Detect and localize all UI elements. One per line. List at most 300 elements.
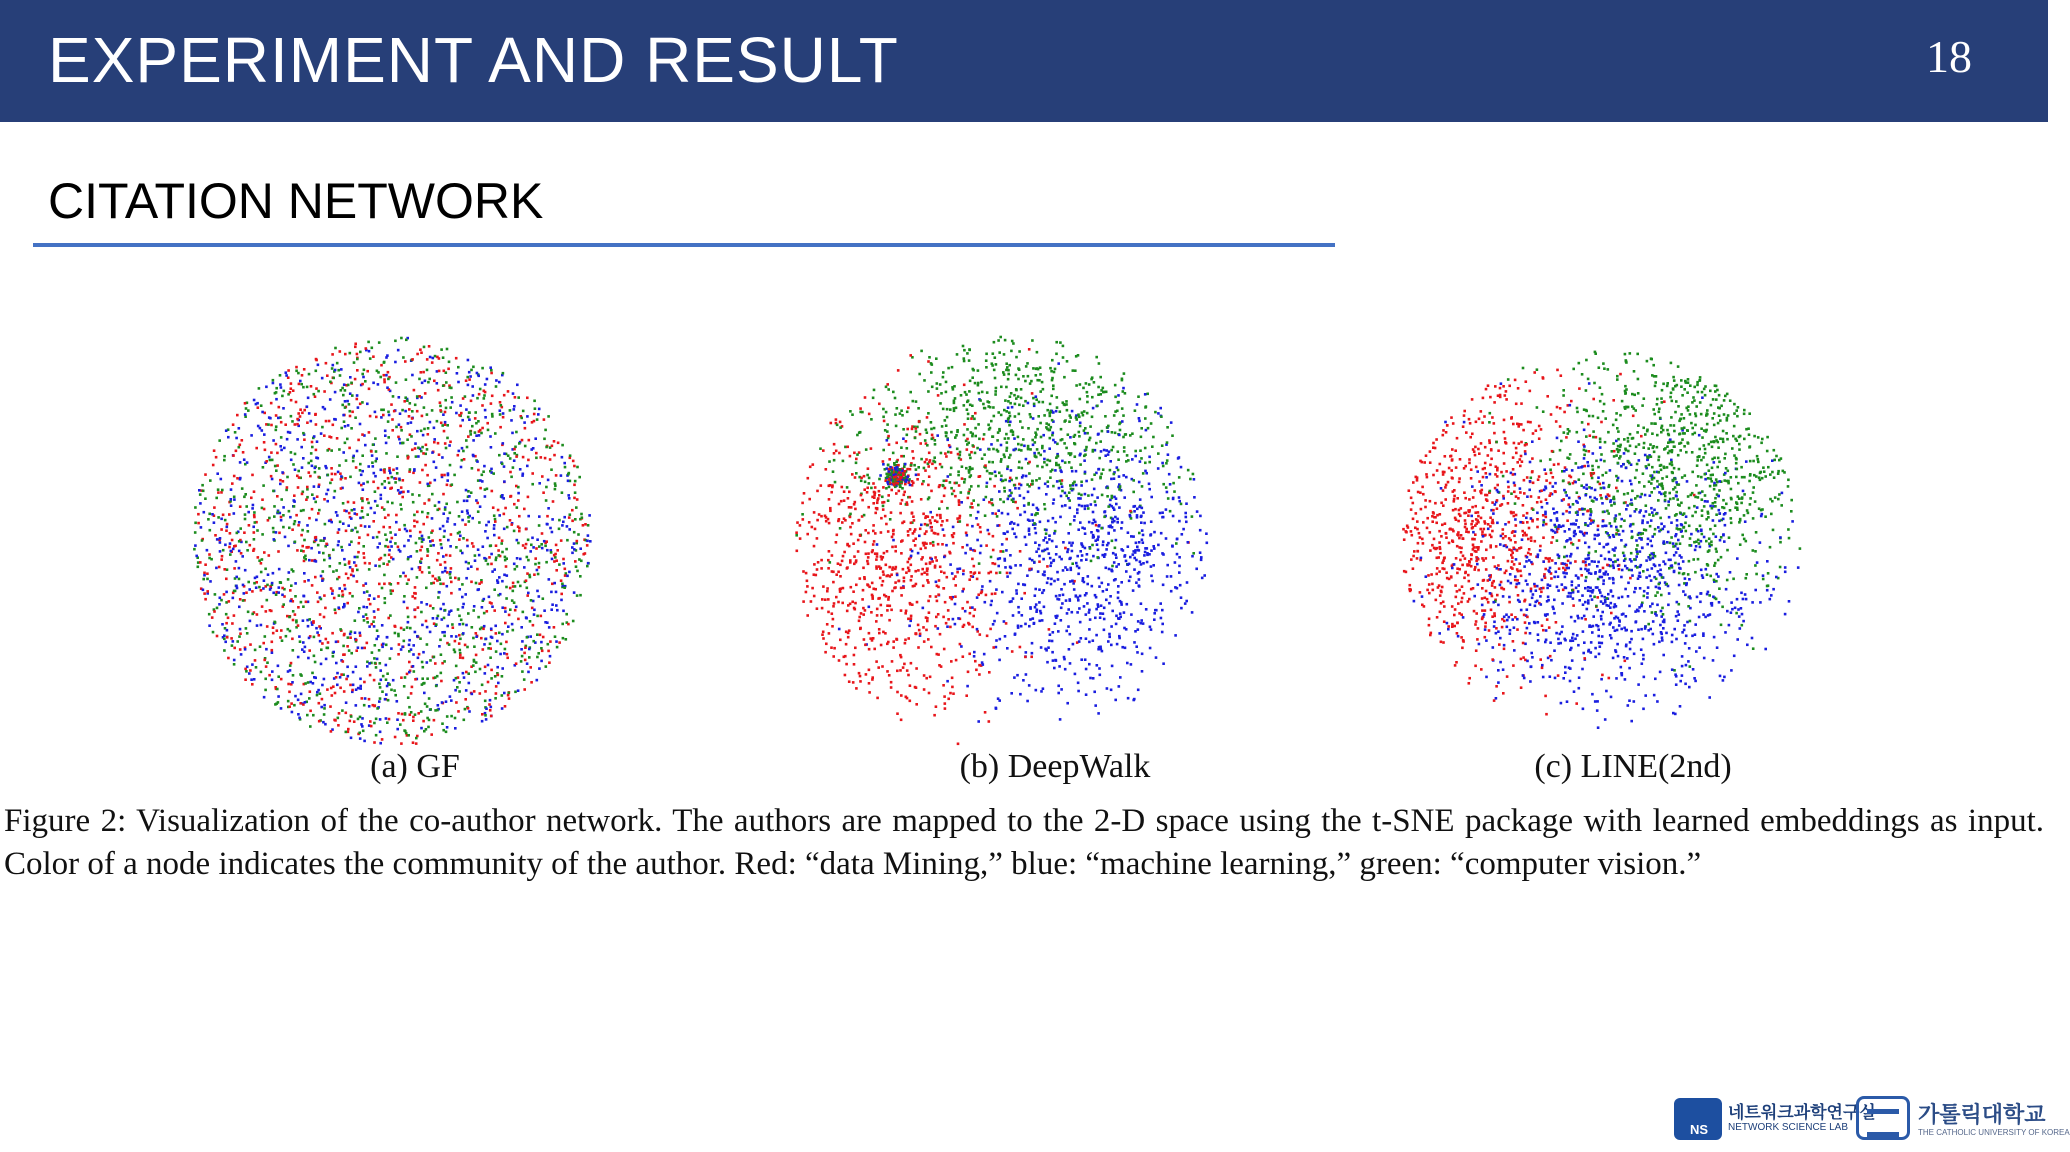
scatter-point [309, 690, 312, 693]
scatter-point [584, 523, 587, 526]
scatter-point [275, 425, 278, 428]
scatter-point [871, 549, 874, 552]
scatter-point [887, 494, 890, 497]
scatter-point [342, 414, 345, 417]
scatter-point [515, 431, 518, 434]
scatter-point [231, 622, 234, 625]
scatter-point [406, 626, 409, 629]
scatter-point [501, 694, 504, 697]
scatter-point [1123, 372, 1126, 375]
scatter-point [302, 386, 305, 389]
scatter-point [1048, 447, 1051, 450]
scatter-point [206, 572, 209, 575]
scatter-point [911, 603, 914, 606]
scatter-point [970, 575, 973, 578]
scatter-point [287, 545, 290, 548]
scatter-point [517, 689, 520, 692]
scatter-point [295, 401, 298, 404]
scatter-point [562, 637, 565, 640]
scatter-point [1017, 378, 1020, 381]
scatter-point [422, 434, 425, 437]
scatter-point [1049, 429, 1052, 432]
scatter-point [1049, 565, 1052, 568]
scatter-point [368, 662, 371, 665]
scatter-point [928, 475, 931, 478]
scatter-point [995, 639, 998, 642]
scatter-point [342, 660, 345, 663]
scatter-point [816, 568, 819, 571]
scatter-point [275, 469, 278, 472]
scatter-point [414, 597, 417, 600]
scatter-point [1018, 487, 1021, 490]
scatter-point [315, 456, 318, 459]
scatter-point [1140, 619, 1143, 622]
scatter-point [254, 659, 257, 662]
scatter-point [481, 427, 484, 430]
scatter-point [443, 660, 446, 663]
scatter-point [245, 627, 248, 630]
scatter-point [868, 648, 871, 651]
scatter-point [923, 674, 926, 677]
scatter-point [405, 378, 408, 381]
scatter-point [304, 701, 307, 704]
scatter-point [901, 469, 904, 472]
scatter-point [483, 394, 486, 397]
scatter-point [927, 465, 930, 468]
scatter-point [935, 705, 938, 708]
scatter-point [1002, 501, 1005, 504]
scatter-point [236, 414, 239, 417]
scatter-point [943, 534, 946, 537]
scatter-point [899, 486, 902, 489]
scatter-point [209, 529, 212, 532]
scatter-point [292, 619, 295, 622]
scatter-point [562, 610, 565, 613]
scatter-point [874, 512, 877, 515]
scatter-point [280, 386, 283, 389]
scatter-point [976, 447, 979, 450]
scatter-point [1150, 628, 1153, 631]
scatter-point [1080, 658, 1083, 661]
scatter-point [428, 571, 431, 574]
scatter-point [1054, 469, 1057, 472]
scatter-point [1088, 628, 1091, 631]
scatter-point [966, 544, 969, 547]
scatter-point [518, 515, 521, 518]
scatter-point [1069, 507, 1072, 510]
scatter-point [243, 531, 246, 534]
scatter-point [1038, 477, 1041, 480]
scatter-point [1129, 576, 1132, 579]
scatter-point [270, 424, 273, 427]
scatter-plot-gf [170, 330, 610, 760]
scatter-point [248, 524, 251, 527]
scatter-point [247, 581, 250, 584]
scatter-point [272, 572, 275, 575]
scatter-point [960, 501, 963, 504]
scatter-point [1116, 521, 1119, 524]
scatter-point [994, 393, 997, 396]
scatter-point [971, 525, 974, 528]
scatter-point [584, 552, 587, 555]
scatter-point [1182, 528, 1185, 531]
scatter-point [344, 563, 347, 566]
scatter-point [251, 683, 254, 686]
scatter-point [513, 503, 516, 506]
scatter-point [575, 565, 578, 568]
scatter-point [581, 516, 584, 519]
scatter-point [1051, 640, 1054, 643]
scatter-point [900, 656, 903, 659]
scatter-point [318, 625, 321, 628]
scatter-point [466, 376, 469, 379]
scatter-point [1113, 529, 1116, 532]
scatter-point [903, 577, 906, 580]
scatter-point [1020, 484, 1023, 487]
scatter-point [977, 369, 980, 372]
scatter-point [300, 549, 303, 552]
scatter-point [816, 490, 819, 493]
scatter-point [350, 427, 353, 430]
scatter-point [527, 559, 530, 562]
scatter-point [820, 559, 823, 562]
scatter-point [514, 568, 517, 571]
scatter-point [866, 560, 869, 563]
scatter-point [445, 554, 448, 557]
scatter-point [1004, 479, 1007, 482]
scatter-point [260, 671, 263, 674]
scatter-point [384, 486, 387, 489]
scatter-point [253, 582, 256, 585]
scatter-point [421, 415, 424, 418]
scatter-point [388, 414, 391, 417]
scatter-point [579, 575, 582, 578]
scatter-point [346, 438, 349, 441]
scatter-point [867, 532, 870, 535]
scatter-point [1077, 573, 1080, 576]
scatter-point [472, 637, 475, 640]
scatter-point [297, 372, 300, 375]
scatter-point [942, 528, 945, 531]
scatter-point [382, 675, 385, 678]
scatter-point [912, 585, 915, 588]
scatter-point [193, 548, 196, 551]
scatter-point [427, 726, 430, 729]
scatter-point [257, 425, 260, 428]
scatter-point [541, 547, 544, 550]
scatter-point [881, 501, 884, 504]
scatter-point [490, 715, 493, 718]
scatter-point [1031, 439, 1034, 442]
scatter-point [887, 530, 890, 533]
scatter-point [441, 456, 444, 459]
scatter-point [349, 592, 352, 595]
scatter-point [217, 516, 220, 519]
scatter-point [1174, 634, 1177, 637]
scatter-point [241, 439, 244, 442]
scatter-point [498, 537, 501, 540]
scatter-point [448, 613, 451, 616]
scatter-point [1054, 530, 1057, 533]
scatter-point [466, 509, 469, 512]
scatter-point [1099, 674, 1102, 677]
scatter-point [495, 692, 498, 695]
scatter-point [307, 397, 310, 400]
scatter-point [336, 437, 339, 440]
scatter-point [446, 348, 449, 351]
scatter-point [414, 713, 417, 716]
scatter-point [520, 417, 523, 420]
scatter-point [467, 359, 470, 362]
scatter-point [1095, 356, 1098, 359]
section-heading: CITATION NETWORK [48, 173, 544, 229]
scatter-point [465, 561, 468, 564]
scatter-point [966, 601, 969, 604]
scatter-point [799, 537, 802, 540]
scatter-point [1005, 369, 1008, 372]
scatter-point [404, 676, 407, 679]
scatter-point [1180, 607, 1183, 610]
scatter-point [411, 449, 414, 452]
scatter-point [942, 616, 945, 619]
scatter-point [1048, 538, 1051, 541]
scatter-point [331, 473, 334, 476]
scatter-point [505, 641, 508, 644]
scatter-point [1009, 572, 1012, 575]
scatter-point [910, 617, 913, 620]
scatter-point [388, 560, 391, 563]
scatter-point [998, 699, 1001, 702]
scatter-point [1103, 391, 1106, 394]
scatter-point [972, 368, 975, 371]
scatter-point [402, 442, 405, 445]
scatter-point [1144, 462, 1147, 465]
scatter-point [1094, 539, 1097, 542]
scatter-point [835, 573, 838, 576]
scatter-point [387, 617, 390, 620]
scatter-point [1018, 350, 1021, 353]
scatter-point [507, 692, 510, 695]
scatter-point [379, 662, 382, 665]
scatter-point [204, 473, 207, 476]
scatter-point [465, 408, 468, 411]
scatter-point [524, 646, 527, 649]
scatter-point [339, 562, 342, 565]
scatter-point [929, 561, 932, 564]
scatter-point [271, 670, 274, 673]
scatter-point [909, 354, 912, 357]
scatter-point [996, 439, 999, 442]
scatter-point [571, 509, 574, 512]
scatter-point [361, 383, 364, 386]
scatter-point [454, 523, 457, 526]
scatter-point [1015, 356, 1018, 359]
scatter-point [994, 512, 997, 515]
scatter-point [935, 467, 938, 470]
scatter-point [263, 508, 266, 511]
scatter-point [431, 530, 434, 533]
scatter-point [384, 698, 387, 701]
scatter-point [350, 737, 353, 740]
scatter-point [1047, 646, 1050, 649]
scatter-point [866, 487, 869, 490]
scatter-point [870, 447, 873, 450]
scatter-point [483, 390, 486, 393]
scatter-point [805, 591, 808, 594]
scatter-point [308, 697, 311, 700]
scatter-point [297, 606, 300, 609]
scatter-point [557, 442, 560, 445]
scatter-point [951, 572, 954, 575]
scatter-point [863, 488, 866, 491]
scatter-point [510, 476, 513, 479]
scatter-point [503, 574, 506, 577]
scatter-point [394, 361, 397, 364]
scatter-point [428, 697, 431, 700]
scatter-point [251, 613, 254, 616]
scatter-point [1160, 415, 1163, 418]
scatter-point [947, 451, 950, 454]
scatter-point [404, 712, 407, 715]
scatter-point [234, 545, 237, 548]
scatter-point [342, 451, 345, 454]
scatter-point [438, 645, 441, 648]
scatter-point [530, 599, 533, 602]
scatter-point [213, 610, 216, 613]
scatter-point [397, 653, 400, 656]
scatter-point [879, 577, 882, 580]
scatter-point [280, 449, 283, 452]
scatter-point [808, 521, 811, 524]
scatter-point [1144, 406, 1147, 409]
scatter-point [404, 730, 407, 733]
scatter-point [1030, 656, 1033, 659]
scatter-point [550, 608, 553, 611]
scatter-point [342, 522, 345, 525]
scatter-point [517, 499, 520, 502]
scatter-point [929, 511, 932, 514]
scatter-point [453, 648, 456, 651]
scatter-point [933, 714, 936, 717]
scatter-point [353, 720, 356, 723]
scatter-point [383, 480, 386, 483]
scatter-point [226, 636, 229, 639]
scatter-point [851, 601, 854, 604]
scatter-point [465, 671, 468, 674]
scatter-point [247, 409, 250, 412]
scatter-point [502, 442, 505, 445]
scatter-point [472, 366, 475, 369]
scatter-point [1032, 617, 1035, 620]
scatter-point [306, 714, 309, 717]
scatter-point [490, 372, 493, 375]
scatter-point [458, 515, 461, 518]
scatter-point [1040, 646, 1043, 649]
scatter-point [351, 595, 354, 598]
scatter-point [995, 387, 998, 390]
scatter-point [450, 567, 453, 570]
scatter-point [454, 689, 457, 692]
scatter-point [461, 583, 464, 586]
scatter-point [321, 579, 324, 582]
scatter-point [1110, 625, 1113, 628]
scatter-point [513, 405, 516, 408]
scatter-point [1140, 457, 1143, 460]
scatter-point [407, 490, 410, 493]
scatter-point [411, 358, 414, 361]
scatter-point [963, 481, 966, 484]
scatter-point [1078, 431, 1081, 434]
scatter-point [1125, 628, 1128, 631]
scatter-point [564, 466, 567, 469]
scatter-point [966, 408, 969, 411]
scatter-point [389, 531, 392, 534]
scatter-point [1108, 525, 1111, 528]
scatter-point [1086, 553, 1089, 556]
scatter-point [203, 511, 206, 514]
scatter-point [1098, 577, 1101, 580]
scatter-point [1084, 432, 1087, 435]
scatter-point [1051, 651, 1054, 654]
scatter-point [427, 427, 430, 430]
scatter-point [356, 569, 359, 572]
scatter-point [495, 632, 498, 635]
scatter-point [944, 452, 947, 455]
scatter-point [478, 434, 481, 437]
scatter-point [1060, 428, 1063, 431]
scatter-point [512, 466, 515, 469]
scatter-point [326, 500, 329, 503]
scatter-point [341, 387, 344, 390]
scatter-point [291, 638, 294, 641]
scatter-point [958, 484, 961, 487]
scatter-point [849, 561, 852, 564]
scatter-point [422, 720, 425, 723]
scatter-point [547, 479, 550, 482]
scatter-point [428, 566, 431, 569]
scatter-point [867, 563, 870, 566]
scatter-point [1075, 355, 1078, 358]
scatter-point [357, 439, 360, 442]
scatter-point [387, 477, 390, 480]
scatter-point [222, 514, 225, 517]
scatter-point [999, 336, 1002, 339]
scatter-point [275, 531, 278, 534]
scatter-point [563, 462, 566, 465]
scatter-point [446, 726, 449, 729]
scatter-point [1052, 439, 1055, 442]
scatter-point [1000, 458, 1003, 461]
scatter-point [1147, 427, 1150, 430]
scatter-point [522, 611, 525, 614]
scatter-point [251, 663, 254, 666]
scatter-point [399, 412, 402, 415]
scatter-point [201, 484, 204, 487]
scatter-point [939, 463, 942, 466]
scatter-point [340, 673, 343, 676]
scatter-point [1101, 554, 1104, 557]
scatter-point [471, 626, 474, 629]
scatter-point [1116, 466, 1119, 469]
scatter-point [266, 625, 269, 628]
scatter-point [490, 553, 493, 556]
scatter-point [294, 520, 297, 523]
scatter-point [946, 576, 949, 579]
scatter-point [1059, 466, 1062, 469]
scatter-point [1037, 570, 1040, 573]
scatter-point [1144, 417, 1147, 420]
scatter-point [289, 600, 292, 603]
